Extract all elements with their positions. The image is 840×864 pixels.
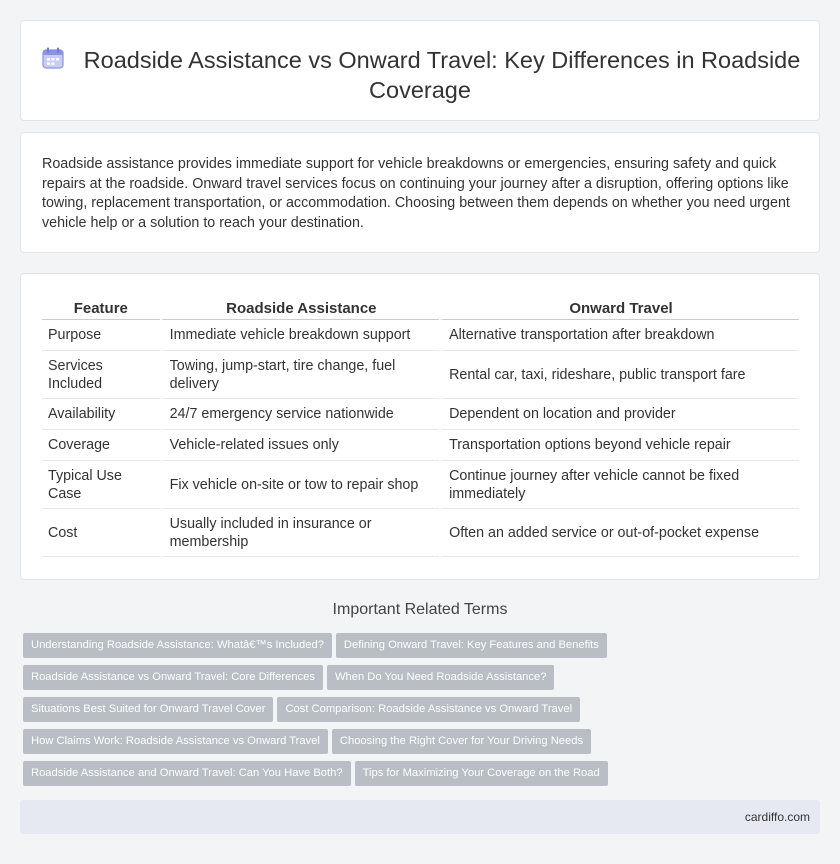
- page-title-wrap: [21, 45, 819, 105]
- feature-cell: Cost: [42, 509, 160, 557]
- onward-cell: Transportation options beyond vehicle repair: [439, 430, 799, 461]
- table-header-row: [42, 295, 799, 320]
- onward-cell: Rental car, taxi, rideshare, public transport fare: [439, 351, 799, 399]
- tag-row: [23, 761, 823, 793]
- roadside-cell: 24/7 emergency service nationwide: [160, 399, 439, 430]
- related-term-link[interactable]: Defining Onward Travel: Key Features and Benefits: [336, 633, 607, 658]
- header-card: [20, 20, 820, 121]
- related-term-link[interactable]: How Claims Work: Roadside Assistance vs Onward Travel: [23, 729, 328, 754]
- table-row: [42, 351, 799, 399]
- roadside-cell: Towing, jump-start, tire change, fuel delivery: [160, 351, 439, 399]
- roadside-cell: Immediate vehicle breakdown support: [160, 320, 439, 351]
- related-terms-title: Important Related Terms: [332, 601, 508, 618]
- related-term-link[interactable]: Cost Comparison: Roadside Assistance vs Onward Travel: [277, 697, 580, 722]
- comparison-table: [42, 295, 799, 557]
- related-term-link[interactable]: Understanding Roadside Assistance: Whatâ€™s Included?: [23, 633, 332, 658]
- related-term-link[interactable]: Choosing the Right Cover for Your Driving Needs: [332, 729, 591, 754]
- table-row: [42, 509, 799, 557]
- onward-cell: Alternative transportation after breakdown: [439, 320, 799, 351]
- table-row: [42, 461, 799, 509]
- roadside-cell: Usually included in insurance or membership: [160, 509, 439, 557]
- related-term-link[interactable]: Tips for Maximizing Your Coverage on the Road: [355, 761, 608, 786]
- feature-cell: Typical Use Case: [42, 461, 160, 509]
- onward-cell: Dependent on location and provider: [439, 399, 799, 430]
- feature-cell: Availability: [42, 399, 160, 430]
- intro-paragraph: Roadside assistance provides immediate support for vehicle breakdowns or emergencies, ensuring safety and quick repairs at the roadside. Onward travel services focus on continuing your journey after a disruption, offering options like towing, replacement transportation, or accommodation. Choosing between them depends on whether you need urgent vehicle help or a solution to reach your destination.: [42, 156, 790, 231]
- calendar-icon: [40, 45, 66, 71]
- tag-row: [23, 665, 823, 697]
- tag-row: [23, 729, 823, 761]
- onward-cell: Continue journey after vehicle cannot be fixed immediately: [439, 461, 799, 509]
- tag-row: [23, 633, 823, 665]
- header-onward-travel: Onward Travel: [439, 295, 799, 320]
- tag-row: [23, 697, 823, 729]
- table-row: [42, 399, 799, 430]
- related-term-link[interactable]: Roadside Assistance and Onward Travel: Can You Have Both?: [23, 761, 351, 786]
- related-terms-list: [23, 633, 823, 793]
- roadside-cell: Vehicle-related issues only: [160, 430, 439, 461]
- page-title: Roadside Assistance vs Onward Travel: Key Differences in Roadside Coverage: [83, 47, 801, 103]
- table-row: [42, 320, 799, 351]
- feature-cell: Services Included: [42, 351, 160, 399]
- intro-card: [20, 132, 820, 253]
- feature-cell: Coverage: [42, 430, 160, 461]
- footer-site-name[interactable]: cardiffo.com: [744, 810, 810, 824]
- header-roadside-assistance: Roadside Assistance: [160, 295, 439, 320]
- related-term-link[interactable]: Situations Best Suited for Onward Travel Cover: [23, 697, 273, 722]
- related-term-link[interactable]: When Do You Need Roadside Assistance?: [327, 665, 554, 690]
- feature-cell: Purpose: [42, 320, 160, 351]
- footer: [20, 800, 820, 834]
- onward-cell: Often an added service or out-of-pocket expense: [439, 509, 799, 557]
- related-term-link[interactable]: Roadside Assistance vs Onward Travel: Core Differences: [23, 665, 323, 690]
- comparison-table-card: [20, 273, 820, 580]
- table-row: [42, 430, 799, 461]
- roadside-cell: Fix vehicle on-site or tow to repair shop: [160, 461, 439, 509]
- header-feature: Feature: [42, 295, 160, 320]
